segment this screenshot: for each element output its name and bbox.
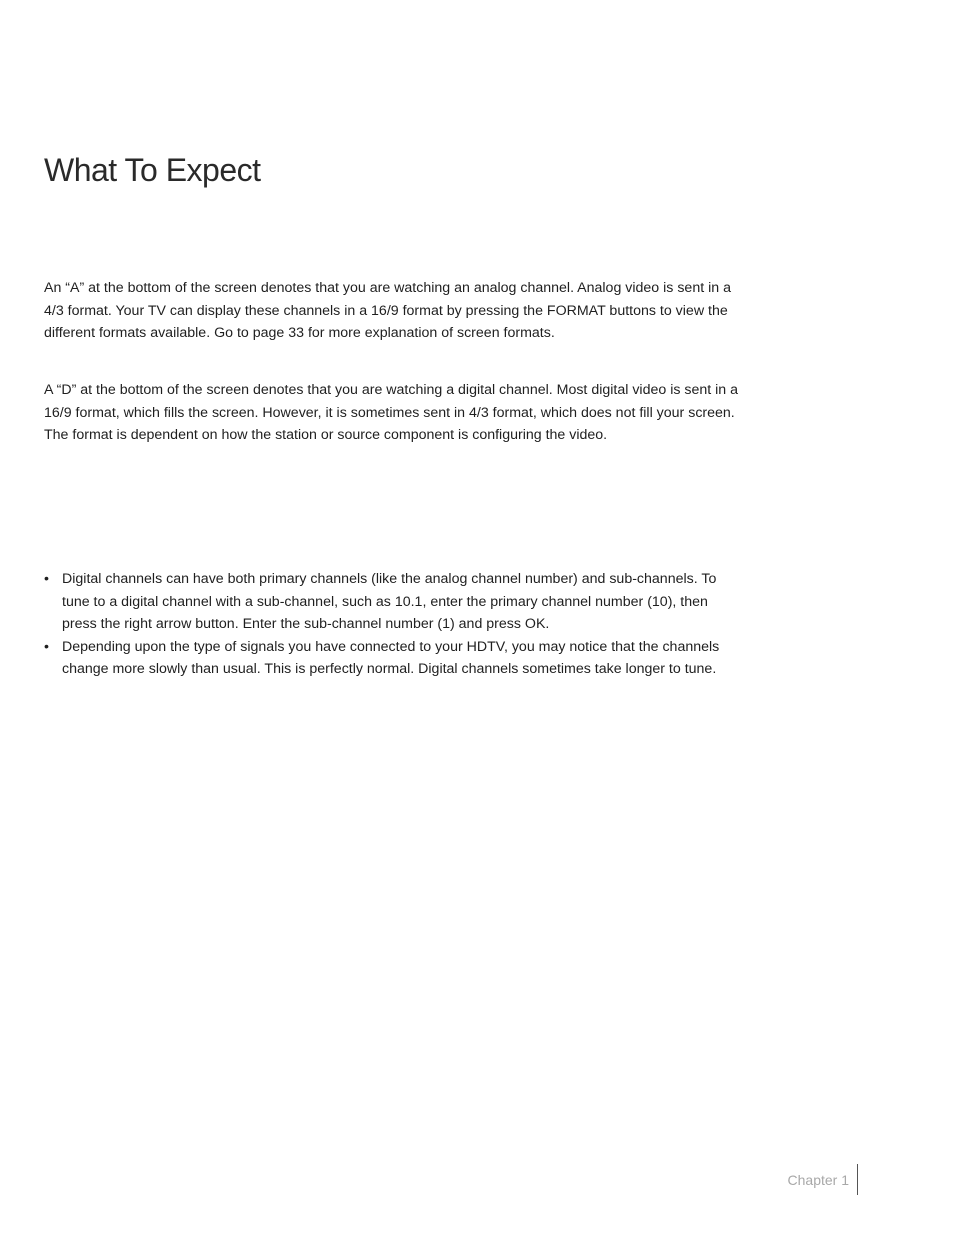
list-item bbox=[44, 636, 744, 681]
bullet-icon: • bbox=[44, 638, 49, 655]
list-item bbox=[44, 568, 744, 636]
chapter-label: Chapter 1 bbox=[787, 1171, 849, 1188]
tips-list bbox=[44, 568, 744, 681]
list-item-text: Depending upon the type of signals you have connected to your HDTV, you may notice that the channels change more slowly than usual. This is perfectly normal. Digital channels sometimes take longer to tune. bbox=[62, 638, 720, 677]
footer-divider bbox=[857, 1164, 858, 1195]
digital-channel-paragraph: A “D” at the bottom of the screen denotes that you are watching a digital channel. Most digital video is sent in a 16/9 format, which fills the screen. However, it is sometimes sent in 4/3 format, which does not fill your screen. The format is dependent on how the station or source component is configuring the video. bbox=[44, 382, 739, 443]
page-footer bbox=[788, 1164, 858, 1195]
page-title: What To Expect bbox=[44, 152, 261, 188]
bullet-icon: • bbox=[44, 571, 49, 587]
list-item-text: Digital channels can have both primary channels (like the analog channel number) and sub-channels. To tune to a digital channel with a sub-channel, such as 10.1, enter the primary channel number (10), then press the right arrow button. Enter the sub-channel number (1) and press OK. bbox=[62, 571, 717, 632]
analog-channel-paragraph: An “A” at the bottom of the screen denotes that you are watching an analog channel. Analog video is sent in a 4/3 format. Your TV can display these channels in a 16/9 format by pressing the FORMAT buttons to view the different formats available. Go to page 33 for more explanation of screen formats. bbox=[44, 280, 731, 341]
